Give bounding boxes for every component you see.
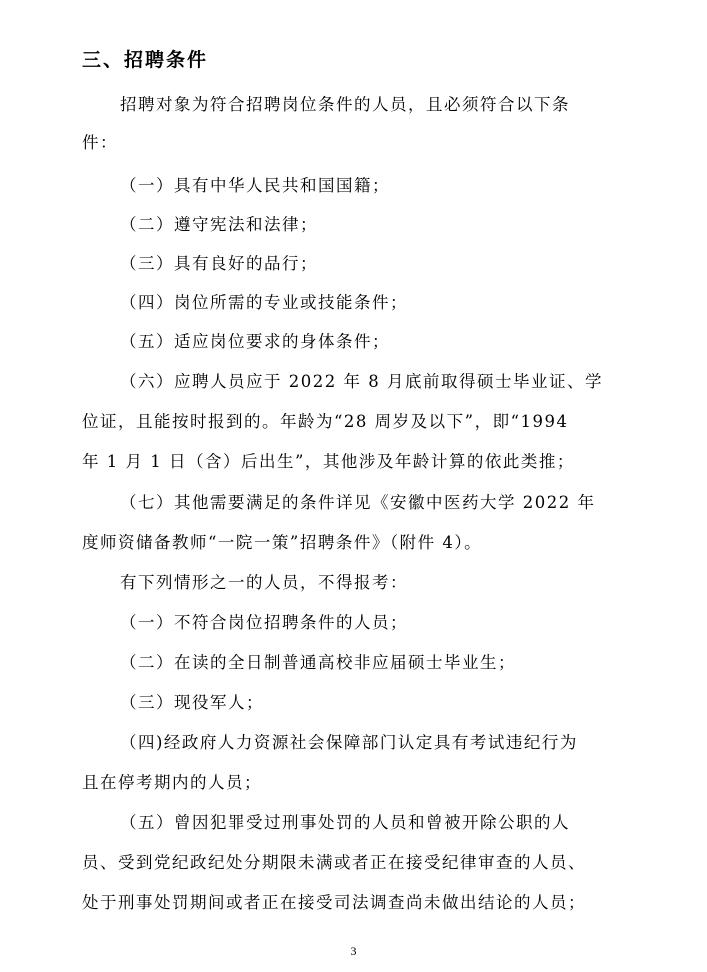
condition-6-line-2: 位证，且能按时报到的。年龄为“28 周岁及以下”，即“1994	[82, 412, 569, 431]
condition-5: （五）适应岗位要求的身体条件；	[120, 332, 390, 351]
exclusion-3: （三）现役军人；	[120, 693, 264, 712]
intro-line-2: 件：	[82, 133, 118, 152]
condition-2: （二）遵守宪法和法律；	[120, 215, 318, 234]
section-heading: 三、招聘条件	[82, 49, 209, 71]
condition-7-line-1: （七）其他需要满足的条件详见《安徽中医药大学 2022 年	[120, 493, 596, 512]
condition-7-line-2: 度师资储备教师“一院一策”招聘条件》（附件 4）。	[82, 533, 483, 552]
condition-6-line-1: （六）应聘人员应于 2022 年 8 月底前取得硕士毕业证、学	[120, 372, 603, 391]
exclusion-5-line-2: 员、受到党纪政纪处分期限未满或者正在接受纪律审查的人员、	[82, 853, 586, 872]
intro-line-1: 招聘对象为符合招聘岗位条件的人员，且必须符合以下条	[120, 95, 570, 114]
exclusion-2: （二）在读的全日制普通高校非应届硕士毕业生；	[120, 653, 516, 672]
condition-1: （一）具有中华人民共和国国籍；	[120, 176, 390, 195]
exclusion-4-line-2: 且在停考期内的人员；	[82, 773, 262, 792]
condition-6-line-3: 年 1 月 1 日（含）后出生”，其他涉及年龄计算的依此类推；	[82, 452, 575, 471]
exclusion-5-line-3: 处于刑事处罚期间或者正在接受司法调查尚未做出结论的人员；	[82, 893, 586, 912]
exclusion-intro: 有下列情形之一的人员，不得报考：	[120, 573, 408, 592]
exclusion-1: （一）不符合岗位招聘条件的人员；	[120, 613, 408, 632]
condition-4: （四）岗位所需的专业或技能条件；	[120, 293, 408, 312]
exclusion-5-line-1: （五）曾因犯罪受过刑事处罚的人员和曾被开除公职的人	[120, 813, 570, 832]
page-number: 3	[350, 944, 357, 958]
exclusion-4-line-1: （四)经政府人力资源社会保障部门认定具有考试违纪行为	[120, 733, 578, 752]
condition-3: （三）具有良好的品行；	[120, 254, 318, 273]
